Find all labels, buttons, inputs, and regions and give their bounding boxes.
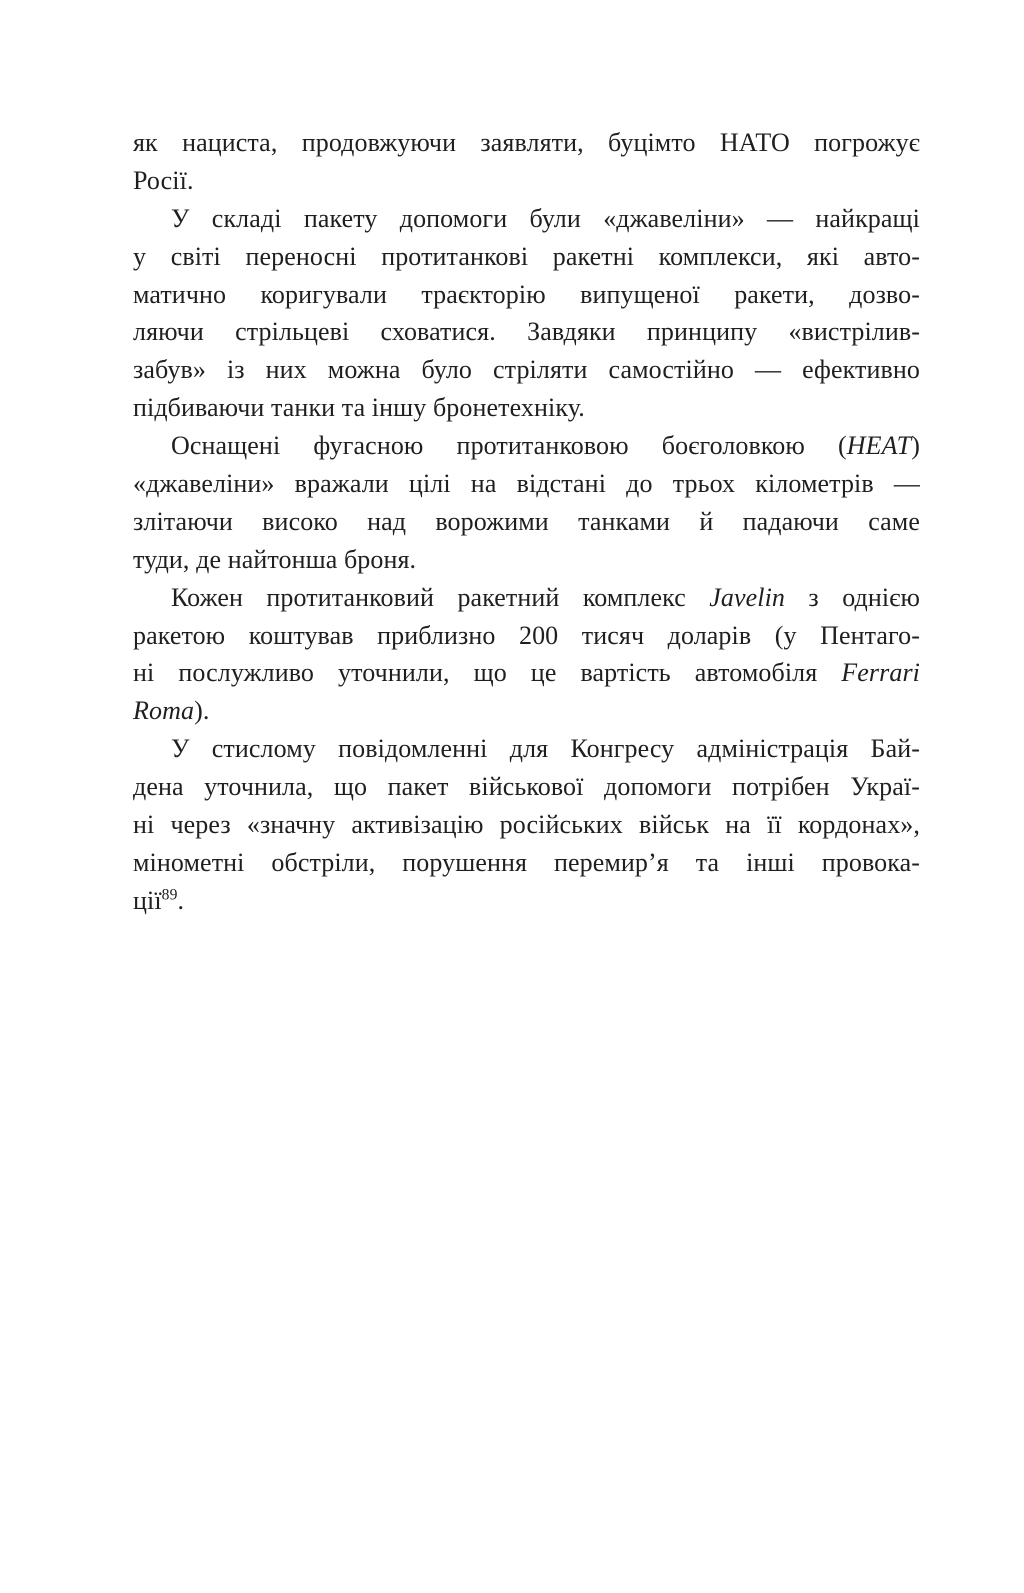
paragraph — [133, 124, 920, 200]
text-line — [133, 389, 920, 427]
text-line — [133, 276, 920, 314]
text-line — [133, 541, 920, 579]
text-segment: ). — [194, 696, 210, 726]
paragraph — [133, 579, 920, 731]
footnote-ref: 89 — [161, 886, 178, 904]
text-segment: ракетою коштував приблизно 200 тисяч доларів (у Пентаго- — [133, 620, 920, 650]
text-line — [133, 617, 920, 655]
text-line — [133, 730, 920, 768]
text-line — [133, 465, 920, 503]
text-segment: Ferrari — [841, 658, 920, 688]
text-segment: Оснащені фугасною протитанковою боєголовкою ( — [171, 431, 847, 461]
text-line — [133, 654, 920, 692]
text-segment: У стислому повідомленні для Конгресу адміністрація Бай- — [171, 734, 920, 764]
paragraph — [133, 427, 920, 579]
text-line — [133, 124, 920, 162]
text-segment: мінометні обстріли, порушення перемир’я та інші провока- — [133, 847, 920, 877]
text-line — [133, 313, 920, 351]
text-line — [133, 768, 920, 806]
text-line — [133, 200, 920, 238]
text-segment: ції — [133, 885, 162, 915]
text-segment: «джавеліни» вражали цілі на відстані до трьох кілометрів — — [133, 469, 920, 499]
text-segment: з однією — [785, 582, 920, 612]
text-segment: забув» із них можна було стріляти самостійно — ефективно — [133, 355, 920, 385]
text-segment: Кожен протитанковий ракетний комплекс — [171, 582, 710, 612]
text-segment: ні послужливо уточнили, що це вартість автомобіля — [133, 658, 842, 688]
text-segment: матично коригували траєкторію випущеної ракети, дозво- — [133, 279, 920, 309]
text-segment: ляючи стрільцеві сховатися. Завдяки принципу «вистрілив- — [133, 317, 920, 347]
text-line — [133, 692, 920, 730]
paragraph — [133, 200, 920, 427]
paragraph — [133, 730, 920, 919]
text-segment: злітаючи високо над ворожими танками й падаючи саме — [133, 506, 920, 536]
text-line — [133, 579, 920, 617]
text-line — [133, 806, 920, 844]
text-line — [133, 882, 920, 920]
text-line — [133, 427, 920, 465]
text-segment: підбиваючи танки та іншу бронетехніку. — [133, 393, 585, 423]
page-text — [133, 124, 920, 920]
text-line — [133, 351, 920, 389]
text-segment: Javelin — [709, 582, 786, 612]
text-segment: У складі пакету допомоги були «джавеліни» — найкращі — [171, 203, 920, 233]
text-segment: Росії. — [133, 165, 194, 195]
text-segment: як нациста, продовжуючи заявляти, буцімто НАТО погрожує — [133, 128, 920, 157]
text-segment: . — [177, 885, 185, 915]
text-segment: HEAT — [846, 431, 912, 461]
text-line — [133, 238, 920, 276]
text-segment: ) — [911, 431, 920, 461]
text-segment: у світі переносні протитанкові ракетні комплекси, які авто- — [133, 241, 920, 271]
text-line — [133, 162, 920, 200]
text-segment: дена уточнила, що пакет військової допомоги потрібен Украї- — [133, 772, 920, 802]
text-line — [133, 503, 920, 541]
text-segment: Roma — [133, 696, 195, 726]
text-line — [133, 844, 920, 882]
text-segment: туди, де найтонша броня. — [133, 544, 417, 574]
text-segment: ні через «значну активізацію російських військ на її кордонах», — [133, 810, 920, 840]
